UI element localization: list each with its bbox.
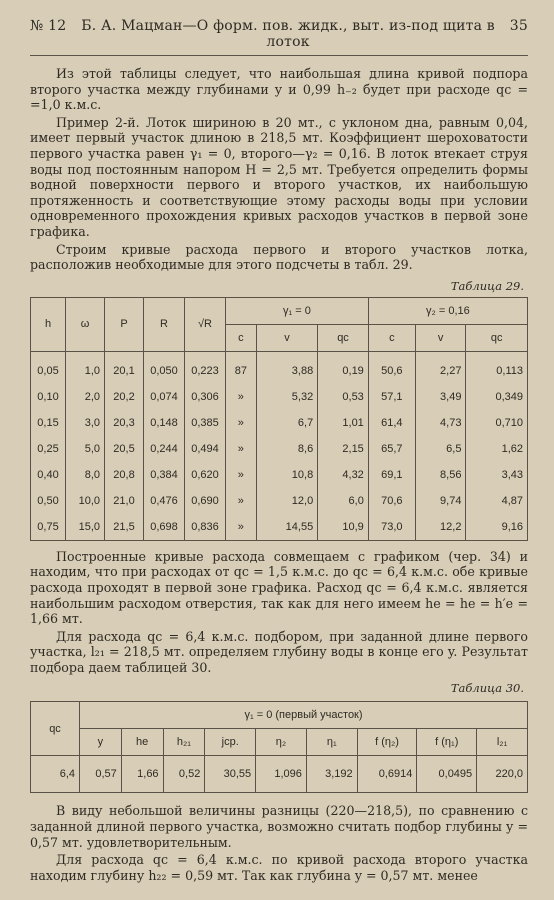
table-cell: 10,9 bbox=[318, 514, 369, 541]
table-cell: 10,8 bbox=[256, 462, 317, 488]
table-cell: 69,1 bbox=[368, 462, 415, 488]
table-cell: 0,113 bbox=[466, 351, 528, 384]
table-cell: 4,73 bbox=[415, 410, 466, 436]
table-cell: 1,66 bbox=[121, 756, 163, 793]
table-cell: 6,4 bbox=[31, 756, 80, 793]
table-cell: » bbox=[226, 514, 257, 541]
table-cell: 12,0 bbox=[256, 488, 317, 514]
table-cell: 0,52 bbox=[163, 756, 205, 793]
table-cell: 0,306 bbox=[185, 384, 226, 410]
page-number: 35 bbox=[509, 18, 528, 34]
table-cell: 2,0 bbox=[66, 384, 105, 410]
table-cell: 30,55 bbox=[205, 756, 256, 793]
running-title: Б. А. Мацман—О форм. пов. жидк., выт. из-под щита в лоток bbox=[81, 18, 495, 50]
table-cell: 6,7 bbox=[256, 410, 317, 436]
paragraph-7: Для расхода qс = 6,4 к.м.с. по кривой расхода второго участка находим глубину h₂₂ = 0,59 мт. Так как глубина y = 0,57 мт. менее bbox=[30, 852, 528, 883]
table-29-header: R bbox=[144, 297, 185, 351]
table-29-group-header: γ₂ = 0,16 bbox=[368, 297, 527, 324]
table-30-group-header: γ₁ = 0 (первый участок) bbox=[80, 702, 528, 729]
table-cell: 20,3 bbox=[105, 410, 144, 436]
table-30-subheader: η₂ bbox=[256, 729, 307, 756]
table-cell: 0,223 bbox=[185, 351, 226, 384]
table-29-group-header: γ₁ = 0 bbox=[226, 297, 369, 324]
table-cell: 6,5 bbox=[415, 436, 466, 462]
table-cell: 1,0 bbox=[66, 351, 105, 384]
paragraph-5: Для расхода qс = 6,4 к.м.с. подбором, при заданной длине первого участка, l₂₁ = 218,5 мт. определяем глубину воды в конце его y. Результат подбора даем таблицей 30. bbox=[30, 628, 528, 675]
table-29-header: h bbox=[31, 297, 66, 351]
table-cell: 65,7 bbox=[368, 436, 415, 462]
table-cell: 4,32 bbox=[318, 462, 369, 488]
running-head bbox=[30, 18, 528, 50]
table-30-subheader: l₂₁ bbox=[477, 729, 528, 756]
table-cell: 0,698 bbox=[144, 514, 185, 541]
table-cell: 2,15 bbox=[318, 436, 369, 462]
paragraph-3: Строим кривые расхода первого и второго участков лотка, расположив необходимые для этого подсчеты в табл. 29. bbox=[30, 241, 528, 273]
table-cell: 0,15 bbox=[31, 410, 66, 436]
table-cell: 50,6 bbox=[368, 351, 415, 384]
table-cell: 1,62 bbox=[466, 436, 528, 462]
paragraph-1: Из этой таблицы следует, что наибольшая длина кривой подпора второго участка между глубинами y и 0,99 h₋₂ будет при расходе qс = =1,0 к.м.с. bbox=[30, 66, 528, 113]
table-29-caption: Таблица 29. bbox=[450, 278, 524, 293]
table-cell: 0,0495 bbox=[417, 756, 477, 793]
table-cell: 20,2 bbox=[105, 384, 144, 410]
table-cell: 0,148 bbox=[144, 410, 185, 436]
table-cell: 0,6914 bbox=[357, 756, 417, 793]
table-cell: » bbox=[226, 384, 257, 410]
paragraph-2: Пример 2-й. Лоток шириною в 20 мт., с уклоном дна, равным 0,04, имеет первый участок длиною в 218,5 мт. Коэффициент шероховатости первого участка равен γ₁ = 0, второго—γ₂ = 0,16. В лоток втекает струя воды под постоянным напором H = 2,5 мт. Требуется определить формы водной поверхности первого и второго участков, их наибольшую протяженность и соответствующие этому расходы воды при условии одновременного прохождения кривых расходов участков в первой зоне графика. bbox=[30, 114, 528, 239]
table-29-header: √R bbox=[185, 297, 226, 351]
table-cell: 8,6 bbox=[256, 436, 317, 462]
table-cell: 1,01 bbox=[318, 410, 369, 436]
table-cell: 5,0 bbox=[66, 436, 105, 462]
table-30-subheader: y bbox=[80, 729, 122, 756]
table-cell: 0,074 bbox=[144, 384, 185, 410]
table-29-subheader: c bbox=[368, 324, 415, 351]
table-cell: 0,244 bbox=[144, 436, 185, 462]
table-cell: 0,40 bbox=[31, 462, 66, 488]
table-cell: 0,690 bbox=[185, 488, 226, 514]
table-cell: 9,74 bbox=[415, 488, 466, 514]
table-cell: 0,620 bbox=[185, 462, 226, 488]
table-row bbox=[31, 436, 528, 462]
table-30-subheader: f (η₂) bbox=[357, 729, 417, 756]
table-cell: 0,57 bbox=[80, 756, 122, 793]
table-cell: 0,19 bbox=[318, 351, 369, 384]
table-30-subheader: jср. bbox=[205, 729, 256, 756]
table-29-subheader: c bbox=[226, 324, 257, 351]
table-cell: 0,476 bbox=[144, 488, 185, 514]
table-cell: » bbox=[226, 436, 257, 462]
table-29-header: ω bbox=[66, 297, 105, 351]
table-29 bbox=[30, 297, 528, 541]
table-cell: 0,710 bbox=[466, 410, 528, 436]
table-cell: 0,494 bbox=[185, 436, 226, 462]
table-cell: 0,53 bbox=[318, 384, 369, 410]
table-cell: 0,050 bbox=[144, 351, 185, 384]
table-cell: 2,27 bbox=[415, 351, 466, 384]
table-29-subheader: v bbox=[415, 324, 466, 351]
table-29-header: P bbox=[105, 297, 144, 351]
table-30-subheader: η₁ bbox=[306, 729, 357, 756]
table-cell: 3,49 bbox=[415, 384, 466, 410]
table-cell: 220,0 bbox=[477, 756, 528, 793]
table-cell: 14,55 bbox=[256, 514, 317, 541]
table-cell: » bbox=[226, 462, 257, 488]
table-cell: 73,0 bbox=[368, 514, 415, 541]
table-30-corner-header: qс bbox=[31, 702, 80, 756]
table-row bbox=[31, 514, 528, 541]
table-cell: 6,0 bbox=[318, 488, 369, 514]
table-row bbox=[31, 384, 528, 410]
table-row bbox=[31, 410, 528, 436]
paragraph-4: Построенные кривые расхода совмещаем с графиком (чер. 34) и находим, что при расходах от qс = 1,5 к.м.с. до qс = 6,4 к.м.с. обе кривые расхода проходят в первой зоне графика. Расход qс = 6,4 к.м.с. является наибольшим расходом отверстия, так как для него имеем hе = hе = h′е = 1,66 мт. bbox=[30, 548, 528, 627]
table-cell: 20,5 bbox=[105, 436, 144, 462]
table-cell: 87 bbox=[226, 351, 257, 384]
table-cell: 0,25 bbox=[31, 436, 66, 462]
table-30-caption: Таблица 30. bbox=[450, 681, 524, 696]
table-cell: 0,384 bbox=[144, 462, 185, 488]
table-cell: 21,5 bbox=[105, 514, 144, 541]
table-row bbox=[31, 756, 528, 793]
table-cell: 3,88 bbox=[256, 351, 317, 384]
table-cell: 10,0 bbox=[66, 488, 105, 514]
table-30-subheader: f (η₁) bbox=[417, 729, 477, 756]
table-cell: 20,1 bbox=[105, 351, 144, 384]
table-cell: 4,87 bbox=[466, 488, 528, 514]
table-29-subheader: qс bbox=[318, 324, 369, 351]
table-cell: » bbox=[226, 410, 257, 436]
header-rule bbox=[30, 55, 528, 56]
table-cell: 0,75 bbox=[31, 514, 66, 541]
table-cell: 1,096 bbox=[256, 756, 307, 793]
table-cell: 15,0 bbox=[66, 514, 105, 541]
table-cell: 70,6 bbox=[368, 488, 415, 514]
table-cell: 0,50 bbox=[31, 488, 66, 514]
table-cell: 20,8 bbox=[105, 462, 144, 488]
table-cell: 21,0 bbox=[105, 488, 144, 514]
table-cell: 0,349 bbox=[466, 384, 528, 410]
table-cell: 0,836 bbox=[185, 514, 226, 541]
table-cell: » bbox=[226, 488, 257, 514]
table-cell: 8,0 bbox=[66, 462, 105, 488]
table-30 bbox=[30, 701, 528, 793]
table-30-subheader: h₂₁ bbox=[163, 729, 205, 756]
table-cell: 8,56 bbox=[415, 462, 466, 488]
table-cell: 3,0 bbox=[66, 410, 105, 436]
table-cell: 61,4 bbox=[368, 410, 415, 436]
table-cell: 9,16 bbox=[466, 514, 528, 541]
table-cell: 57,1 bbox=[368, 384, 415, 410]
table-29-subheader: qс bbox=[466, 324, 528, 351]
table-cell: 12,2 bbox=[415, 514, 466, 541]
paragraph-6: В виду небольшой величины разницы (220—218,5), по сравнению с заданной длиной первого участка, возможно считать подбор глубины y = 0,57 мт. удовлетворительным. bbox=[30, 803, 528, 850]
table-cell: 3,192 bbox=[306, 756, 357, 793]
table-cell: 0,05 bbox=[31, 351, 66, 384]
table-cell: 0,10 bbox=[31, 384, 66, 410]
table-cell: 5,32 bbox=[256, 384, 317, 410]
table-29-subheader: v bbox=[256, 324, 317, 351]
table-row bbox=[31, 488, 528, 514]
table-row bbox=[31, 351, 528, 384]
table-cell: 0,385 bbox=[185, 410, 226, 436]
table-row bbox=[31, 462, 528, 488]
table-30-subheader: hе bbox=[121, 729, 163, 756]
journal-number: № 12 bbox=[30, 18, 67, 34]
table-cell: 3,43 bbox=[466, 462, 528, 488]
